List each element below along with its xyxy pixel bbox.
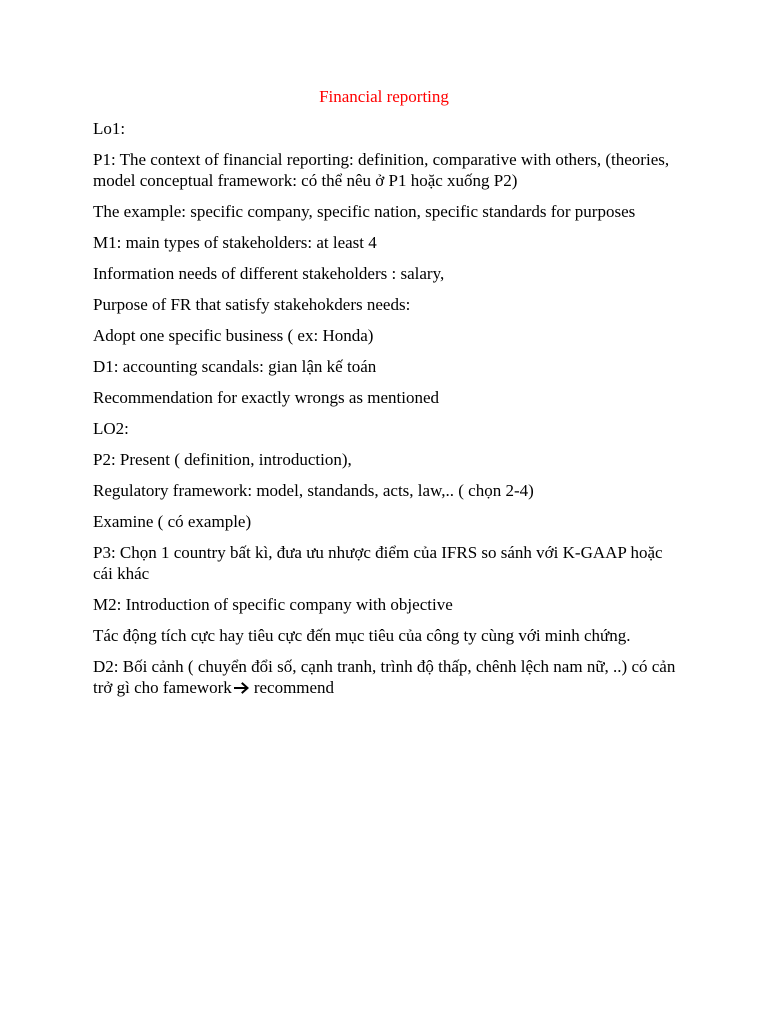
paragraph-m2: M2: Introduction of specific company with objective xyxy=(93,595,453,614)
paragraph-regulatory-framework: Regulatory framework: model, standands, acts, law,.. ( chọn 2-4) xyxy=(93,481,534,500)
paragraph-purpose: Purpose of FR that satisfy stakehokders needs: xyxy=(93,295,411,314)
paragraph-d2-text: D2: Bối cảnh ( chuyển đổi số, cạnh tranh, trình độ thấp, chênh lệch nam nữ, ..) có cản trở gì cho famework xyxy=(93,657,680,697)
paragraph-p3: P3: Chọn 1 country bất kì, đưa ưu nhược điểm của IFRS so sánh với K-GAAP hoặc cái khác xyxy=(93,543,667,583)
paragraph-d2 xyxy=(93,656,683,698)
paragraph-examine: Examine ( có example) xyxy=(93,512,252,531)
paragraph-p2: P2: Present ( definition, introduction), xyxy=(93,450,352,469)
paragraph-lo2: LO2: xyxy=(93,419,129,438)
paragraph-adopt-business: Adopt one specific business ( ex: Honda) xyxy=(93,326,374,345)
paragraph-recommendation: Recommendation for exactly wrongs as mentioned xyxy=(93,388,440,407)
paragraph-d1: D1: accounting scandals: gian lận kế toán xyxy=(93,357,377,376)
paragraph-d2-recommend: recommend xyxy=(253,678,335,697)
paragraph-information-needs: Information needs of different stakeholders : salary, xyxy=(93,264,445,283)
document-title: Financial reporting xyxy=(319,87,449,106)
paragraph-example: The example: specific company, specific nation, specific standards for purposes xyxy=(93,202,636,221)
paragraph-lo1: Lo1: xyxy=(93,119,126,138)
paragraph-impact: Tác động tích cực hay tiêu cực đến mục tiêu của công ty cùng với minh chứng. xyxy=(93,626,631,645)
document-body xyxy=(93,118,683,708)
right-arrow-icon xyxy=(234,682,250,694)
paragraph-m1: M1: main types of stakeholders: at least 4 xyxy=(93,233,377,252)
paragraph-p1: P1: The context of financial reporting: definition, comparative with others, (theories, model conceptual framework: có thể nêu ở P1 hoặc xuống P2) xyxy=(93,150,674,190)
